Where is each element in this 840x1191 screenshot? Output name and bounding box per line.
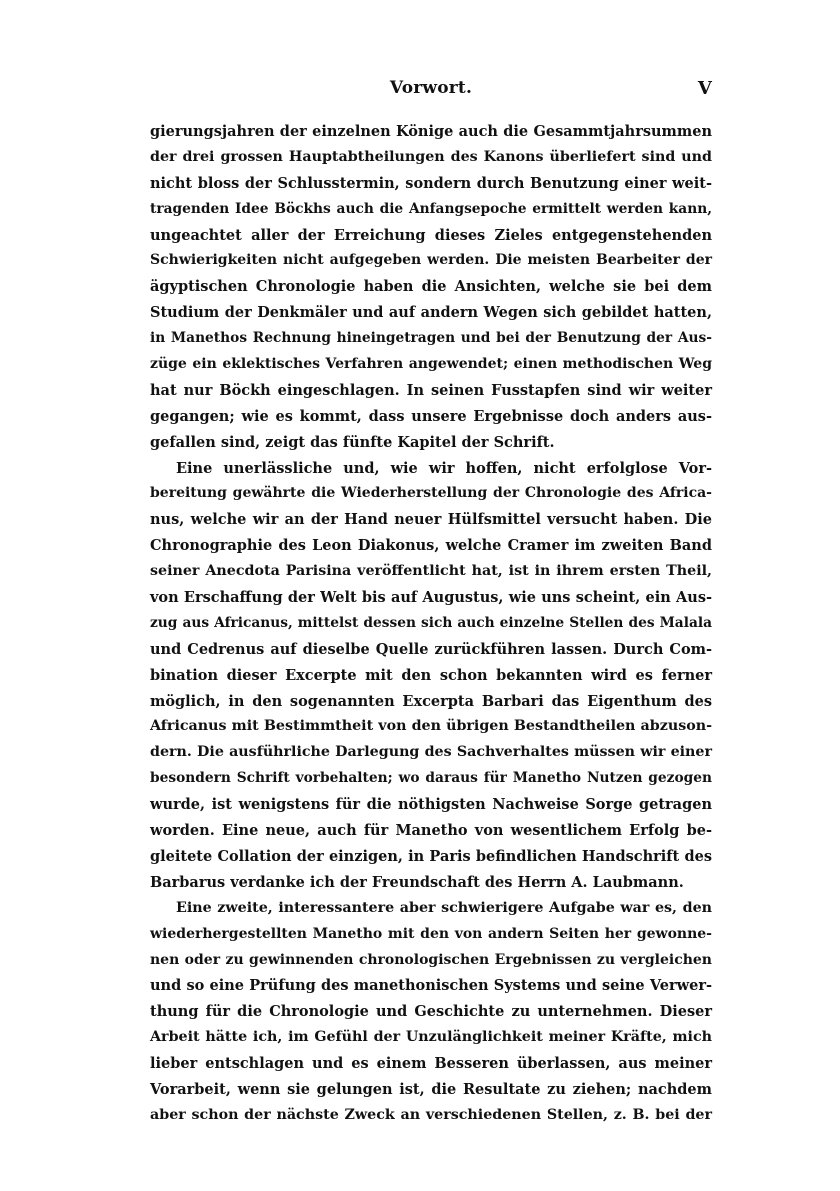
text-line: zug aus Africanus, mittelst dessen sich auch einzelne Stellen des Malala xyxy=(150,614,712,631)
text-line: Eine unerlässliche und, wie wir hoffen, nicht erfolglose Vor- xyxy=(176,459,712,477)
text-line: nen oder zu gewinnenden chronologischen Ergebnissen zu vergleichen xyxy=(150,951,712,968)
text-line: besondern Schrift vorbehalten; wo daraus für Manetho Nutzen gezogen xyxy=(150,770,712,787)
text-line: in Manethos Rechnung hineingetragen und bei der Benutzung der Aus- xyxy=(150,330,712,347)
text-line: tragenden Idee Böckhs auch die Anfangsepoche ermittelt werden kann, xyxy=(150,200,712,217)
text-line: Arbeit hätte ich, im Gefühl der Unzulänglichkeit meiner Kräfte, mich xyxy=(150,1029,712,1046)
text-line: aber schon der nächste Zweck an verschiedenen Stellen, z. B. bei der xyxy=(150,1106,712,1123)
text-line: lieber entschlagen und es einem Besseren überlassen, aus meiner xyxy=(150,1055,712,1073)
text-line: Vorarbeit, wenn sie gelungen ist, die Resultate zu ziehen; nachdem xyxy=(150,1080,712,1098)
text-line: nus, welche wir an der Hand neuer Hülfsmittel versucht haben. Die xyxy=(150,511,712,529)
text-line: gleitete Collation der einzigen, in Paris befindlichen Handschrift des xyxy=(150,847,712,865)
text-line: Eine zweite, interessantere aber schwierigere Aufgabe war es, den xyxy=(176,899,712,916)
text-line: dern. Die ausführliche Darlegung des Sachverhaltes müssen wir einer xyxy=(150,744,712,761)
text-line: von Erschaffung der Welt bis auf Augustus, wie uns scheint, ein Aus- xyxy=(150,589,712,607)
text-line: worden. Eine neue, auch für Manetho von wesentlichem Erfolg be- xyxy=(150,822,712,840)
text-line: Schwierigkeiten nicht aufgegeben werden. Die meisten Bearbeiter der xyxy=(150,252,712,269)
text-line: seiner Anecdota Parisina veröffentlicht hat, ist in ihrem ersten Theil, xyxy=(150,563,712,580)
text-line: wurde, ist wenigstens für die nöthigsten Nachweise Sorge getragen xyxy=(150,796,712,814)
text-line: züge ein eklektisches Verfahren angewendet; einen methodischen Weg xyxy=(150,356,712,373)
paragraph xyxy=(150,456,712,896)
text-line: gefallen sind, zeigt das fünfte Kapitel der Schrift. xyxy=(150,433,555,451)
text-line: gegangen; wie es kommt, dass unsere Ergebnisse doch anders aus- xyxy=(150,407,712,425)
text-line: bereitung gewährte die Wiederherstellung der Chronologie des Africa- xyxy=(150,485,712,502)
text-line: der drei grossen Hauptabtheilungen des Kanons überliefert sind und xyxy=(150,148,712,165)
page-number: V xyxy=(697,78,712,99)
text-line: nicht bloss der Schlusstermin, sondern durch Benutzung einer weit- xyxy=(150,174,712,192)
body-text xyxy=(150,119,712,1129)
text-line: Chronographie des Leon Diakonus, welche Cramer im zweiten Band xyxy=(150,537,712,555)
paragraph xyxy=(150,119,712,456)
text-line: Barbarus verdanke ich der Freundschaft des Herrn A. Laubmann. xyxy=(150,873,684,891)
text-line: Studium der Denkmäler und auf andern Wegen sich gebildet hatten, xyxy=(150,304,712,322)
text-line: ägyptischen Chronologie haben die Ansichten, welche sie bei dem xyxy=(150,278,712,296)
text-line: thung für die Chronologie und Geschichte zu unternehmen. Dieser xyxy=(150,1003,712,1021)
text-line: und Cedrenus auf dieselbe Quelle zurückführen lassen. Durch Com- xyxy=(150,640,712,658)
paragraph xyxy=(150,896,712,1129)
text-line: gierungsjahren der einzelnen Könige auch die Gesammtjahrsummen xyxy=(150,123,712,140)
text-line: hat nur Böckh eingeschlagen. In seinen Fusstapfen sind wir weiter xyxy=(150,381,712,399)
text-line: und so eine Prüfung des manethonischen Systems und seine Verwer- xyxy=(150,977,712,995)
text-line: möglich, in den sogenannten Excerpta Barbari das Eigenthum des xyxy=(150,692,712,710)
text-line: wiederhergestellten Manetho mit den von andern Seiten her gewonne- xyxy=(150,925,712,942)
text-line: Africanus mit Bestimmtheit von den übrigen Bestandtheilen abzuson- xyxy=(150,718,712,735)
text-line: bination dieser Excerpte mit den schon bekannten wird es ferner xyxy=(150,666,712,684)
running-head xyxy=(150,78,712,102)
text-line: ungeachtet aller der Erreichung dieses Zieles entgegenstehenden xyxy=(150,226,712,244)
chapter-title: Vorwort. xyxy=(389,78,473,98)
